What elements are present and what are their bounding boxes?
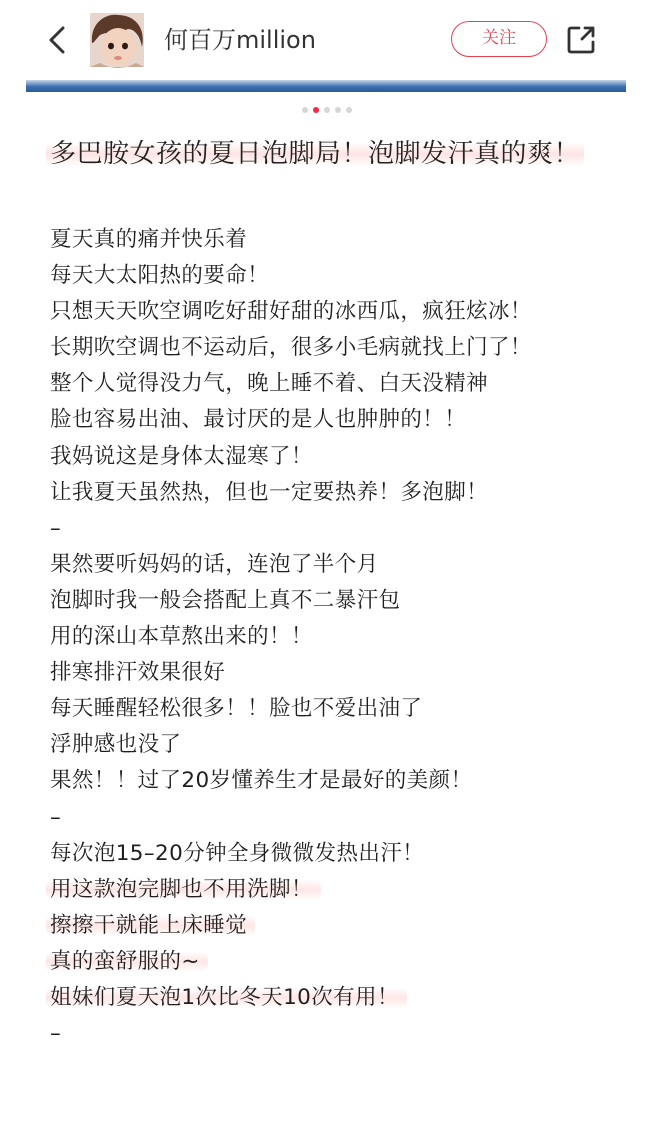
top-nav-bar	[0, 0, 654, 80]
post-title-text: 多巴胺女孩的夏日泡脚局！泡脚发汗真的爽！	[46, 139, 584, 169]
post-body-line	[50, 511, 610, 547]
carousel-image-edge[interactable]	[26, 70, 626, 92]
carousel-dot	[324, 107, 330, 113]
post-body-line-text: 每天睡醒轻松很多！！脸也不爱出油了	[50, 696, 423, 722]
post-body-line	[50, 727, 610, 763]
post-body-line	[50, 836, 610, 872]
post-body-line-text: 真的蛮舒服的~	[46, 949, 208, 974]
post-body-line	[50, 330, 610, 366]
post-body-line	[50, 258, 610, 294]
post-body-line-text: 姐妹们夏天泡1次比冬天10次有用！	[46, 985, 407, 1010]
post-body-line-text: 脸也容易出油、最讨厌的是人也肿肿的！！	[50, 407, 467, 433]
post-body-line	[50, 583, 610, 619]
post-body-line-text: –	[50, 804, 62, 830]
post-body-line-text: 夏天真的痛并快乐着	[50, 227, 248, 252]
post-body-line	[50, 402, 610, 438]
avatar-image	[90, 13, 144, 67]
post-body-line-text: 每次泡15–20分钟全身微微发热出汗！	[50, 840, 425, 866]
post-body-line	[50, 691, 610, 727]
post-body-line-text: 整个人觉得没力气，晚上睡不着、白天没精神	[50, 371, 489, 397]
post-body-line-text: 长期吹空调也不运动后，很多小毛病就找上门了！	[50, 335, 532, 361]
post-body-line	[50, 655, 610, 691]
back-button[interactable]	[38, 20, 78, 60]
post-body-line	[50, 1016, 610, 1052]
carousel-dot	[335, 107, 341, 113]
post-body-line-text: 让我夏天虽然热，但也一定要热养！多泡脚！	[50, 479, 489, 505]
post-body-line	[50, 294, 610, 330]
post-body-line	[50, 475, 610, 511]
post-body-line-text: 用这款泡完脚也不用洗脚！	[46, 877, 321, 902]
carousel-dot	[313, 107, 319, 113]
post-title	[50, 134, 610, 174]
post-body-line-text: –	[50, 1021, 62, 1047]
post-body-line	[50, 366, 610, 402]
image-watermark-text: ···················	[30, 70, 134, 86]
post-body-line	[50, 439, 610, 475]
post-body-line	[50, 944, 610, 980]
chevron-left-icon	[38, 20, 78, 60]
post-body-line-text: 排寒排汗效果很好	[50, 660, 226, 686]
post-body-line-text: –	[50, 515, 62, 541]
post-body-line	[50, 908, 610, 944]
post-body-line-text: 用的深山本草熬出来的！！	[50, 624, 313, 650]
post-body-line	[50, 800, 610, 836]
post-body	[50, 222, 610, 1052]
post-body-line-text: 泡脚时我一般会搭配上真不二暴汗包	[50, 587, 401, 613]
post-body-line-text: 只想天天吹空调吃好甜好甜的冰西瓜，疯狂炫冰！	[50, 299, 532, 325]
post-body-line	[50, 547, 610, 583]
post-body-line	[50, 980, 610, 1016]
share-button[interactable]	[563, 22, 599, 58]
post-body-line	[50, 619, 610, 655]
author-name[interactable]: 何百万million	[164, 26, 316, 54]
follow-button[interactable]: 关注	[451, 21, 547, 57]
post-body-line-text: 果然要听妈妈的话，连泡了半个月	[50, 551, 379, 577]
post-body-line	[50, 872, 610, 908]
post-body-line-text: 擦擦干就能上床睡觉	[46, 913, 255, 938]
carousel-indicator	[0, 107, 654, 117]
post-body-line-text: 每天大太阳热的要命！	[50, 263, 270, 289]
post-body-line	[50, 763, 610, 799]
share-icon	[563, 22, 599, 58]
post-body-line-text: 果然！！过了20岁懂养生才是最好的美颜！	[50, 768, 473, 794]
carousel-dot	[302, 107, 308, 113]
avatar[interactable]	[90, 13, 144, 67]
post-body-line-text: 我妈说这是身体太湿寒了！	[50, 443, 313, 469]
post-body-line	[50, 222, 610, 258]
carousel-dot	[346, 107, 352, 113]
post-body-line-text: 浮肿感也没了	[50, 732, 182, 758]
